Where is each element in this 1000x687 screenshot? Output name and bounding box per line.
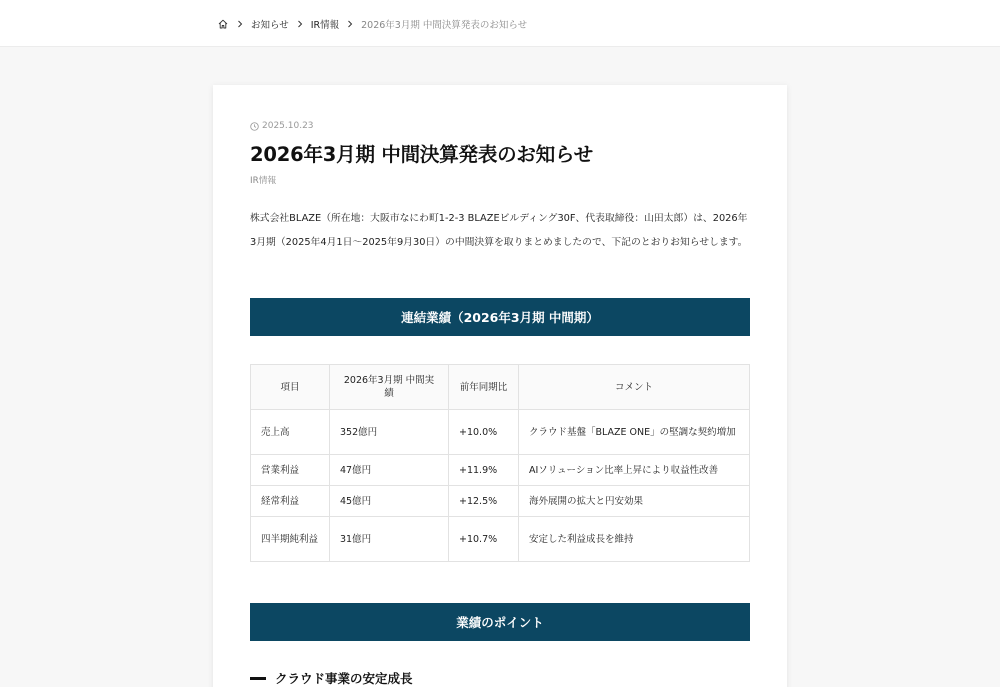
table-cell: 352億円 [330, 410, 449, 455]
table-header-row [251, 365, 750, 410]
date-row [250, 121, 314, 131]
breadcrumb [217, 17, 527, 31]
home-icon[interactable] [217, 18, 229, 30]
intro-line: 3月期（2025年4月1日〜2025年9月30日）の中間決算を取りまとめましたので、下記のとおりお知らせします。 [250, 237, 748, 248]
table-row [251, 410, 750, 455]
table-cell: AIソリューション比率上昇により収益性改善 [519, 455, 750, 486]
table-cell: 45億円 [330, 486, 449, 517]
table-header-cell: 前年同期比 [449, 365, 519, 410]
section-heading-points: 業績のポイント [250, 603, 750, 641]
table-header-cell: コメント [519, 365, 750, 410]
table-cell: 47億円 [330, 455, 449, 486]
table-cell: 四半期純利益 [251, 517, 330, 562]
table-cell: 売上高 [251, 410, 330, 455]
table-cell: 海外展開の拡大と円安効果 [519, 486, 750, 517]
category-label[interactable]: IR情報 [250, 176, 277, 186]
results-table [250, 364, 750, 562]
table-row [251, 486, 750, 517]
table-cell: +11.9% [449, 455, 519, 486]
article-date: 2025.10.23 [262, 121, 314, 131]
intro-text [250, 207, 750, 255]
chevron-right-icon [339, 18, 361, 30]
table-cell: +10.0% [449, 410, 519, 455]
subheading-text: クラウド事業の安定成長 [275, 671, 413, 686]
table-row [251, 517, 750, 562]
table-cell: 31億円 [330, 517, 449, 562]
table-cell: +10.7% [449, 517, 519, 562]
subheading [250, 669, 413, 687]
table-cell: クラウド基盤「BLAZE ONE」の堅調な契約増加 [519, 410, 750, 455]
table-cell: 経常利益 [251, 486, 330, 517]
table-header-cell: 2026年3月期 中間実績 [330, 365, 449, 410]
top-bar [0, 0, 1000, 47]
article-card [213, 85, 787, 687]
section-heading-results: 連結業績（2026年3月期 中間期） [250, 298, 750, 336]
chevron-right-icon [289, 18, 311, 30]
breadcrumb-current: 2026年3月期 中間決算発表のお知らせ [361, 20, 528, 31]
heading-bar-decoration [250, 677, 266, 680]
clock-icon [250, 122, 259, 131]
table-cell: 安定した利益成長を維持 [519, 517, 750, 562]
table-row [251, 455, 750, 486]
page-title: 2026年3月期 中間決算発表のお知らせ [250, 143, 594, 166]
table-cell: 営業利益 [251, 455, 330, 486]
table-header-cell: 項目 [251, 365, 330, 410]
breadcrumb-news-link[interactable]: お知らせ [251, 20, 289, 31]
breadcrumb-ir-link[interactable]: IR情報 [310, 20, 340, 31]
table-cell: +12.5% [449, 486, 519, 517]
intro-line: 株式会社BLAZE（所在地：大阪市なにわ町1-2-3 BLAZEビルディング30F、代表取締役：山田太郎）は、2026年 [250, 213, 748, 224]
chevron-right-icon [229, 18, 251, 30]
